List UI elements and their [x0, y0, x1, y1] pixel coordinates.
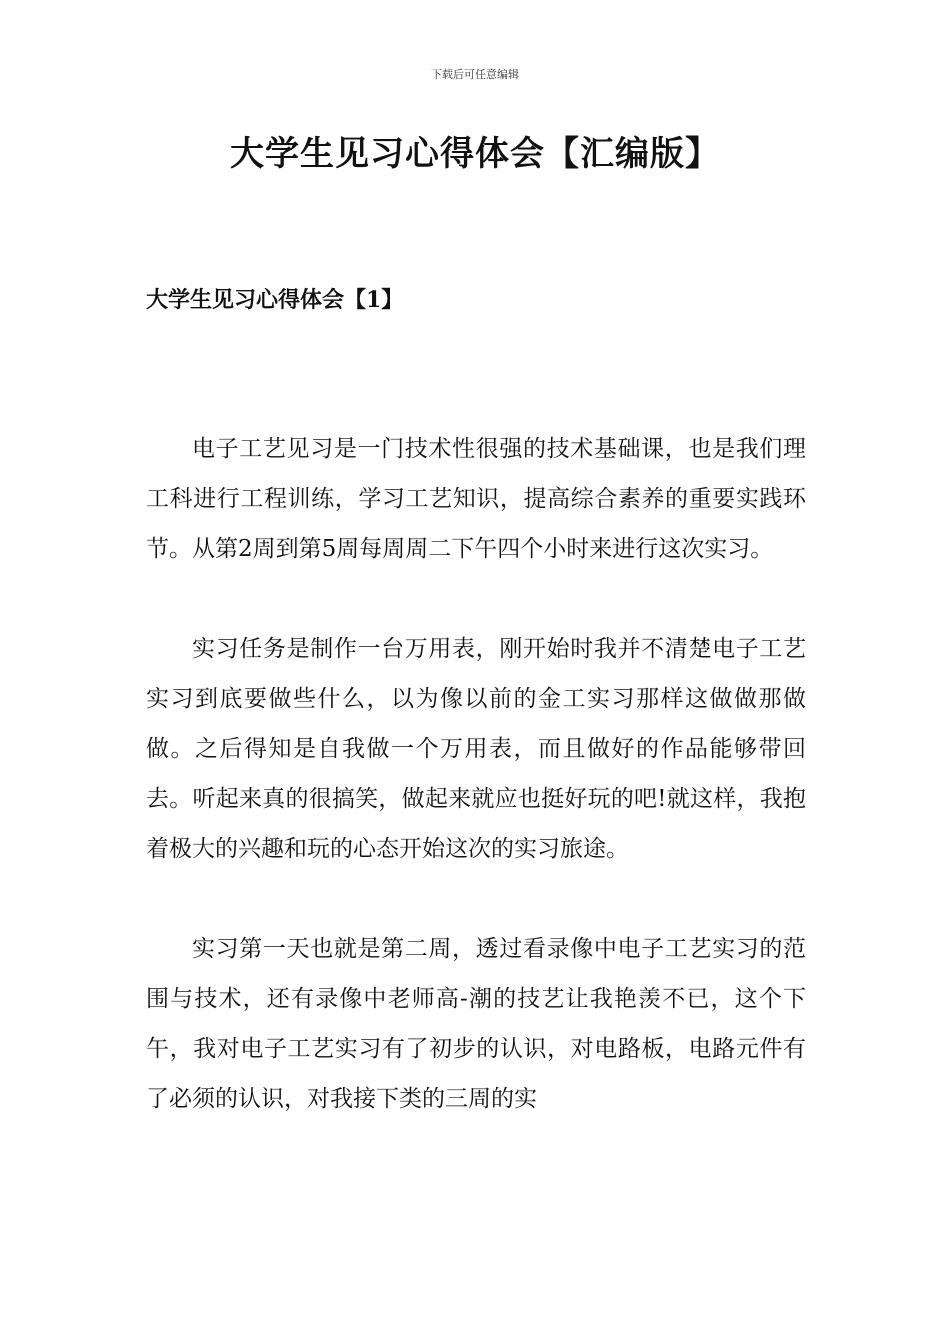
paragraph-2: 实习任务是制作一台万用表，刚开始时我并不清楚电子工艺实习到底要做些什么，以为像以前的金工实习那样这做做那做做。之后得知是自我做一个万用表，而且做好的作品能够带回去。听起来真的很搞笑，做起来就应也挺好玩的吧!就这样，我抱着极大的兴趣和玩的心态开始这次的实习旅途。: [146, 636, 806, 862]
body-content: [146, 424, 806, 1174]
section-heading: 大学生见习心得体会【1】: [146, 287, 404, 313]
header-note: 下载后可任意编辑: [431, 68, 519, 81]
document-title: 大学生见习心得体会【汇编版】: [230, 134, 720, 174]
paragraph-3: 实习第一天也就是第二周，透过看录像中电子工艺实习的范围与技术，还有录像中老师高-潮的技艺让我艳羡不已，这个下午，我对电子工艺实习有了初步的认识，对电路板，电路元件有了必须的认识，对我接下类的三周的实: [146, 936, 806, 1112]
paragraph-1: 电子工艺见习是一门技术性很强的技术基础课，也是我们理工科进行工程训练，学习工艺知识，提高综合素养的重要实践环节。从第2周到第5周每周周二下午四个小时来进行这次实习。: [146, 436, 806, 562]
